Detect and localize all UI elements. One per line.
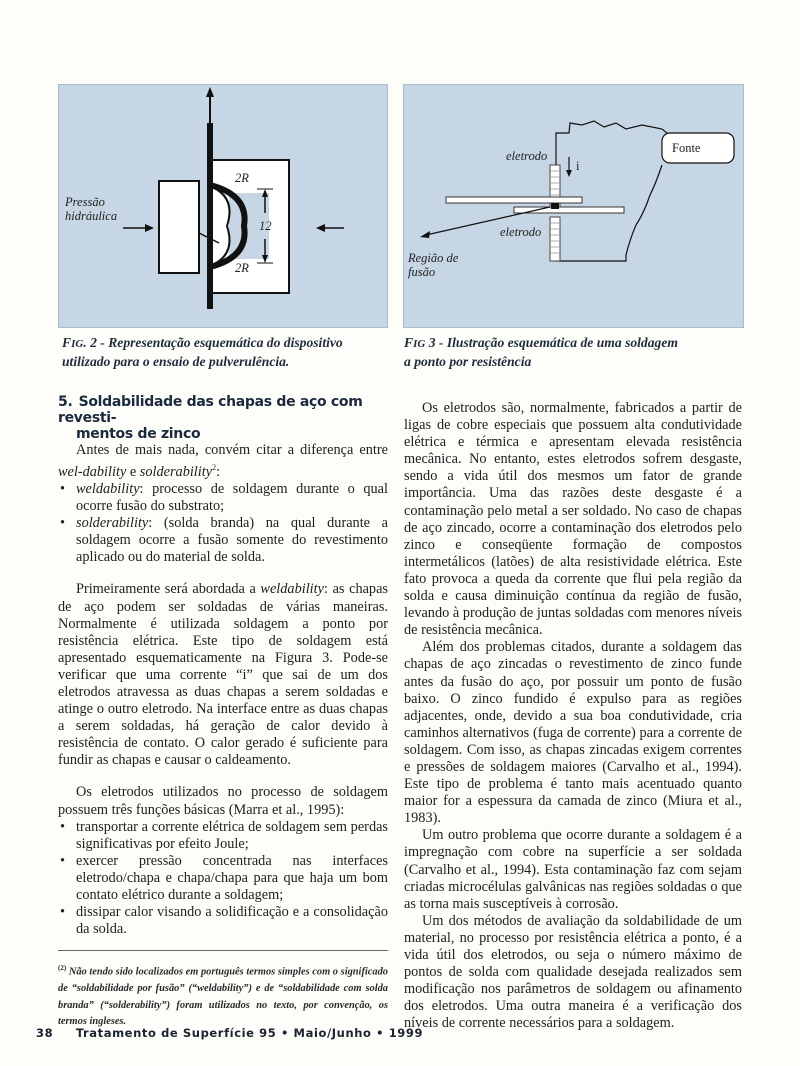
electrode-functions-list bbox=[58, 819, 388, 939]
bottom-electrode bbox=[550, 217, 560, 261]
paragraph: Além dos problemas citados, durante a soldagem das chapas de aço zincadas o revestimento de zinco funde antes da fusão do aço, por possuir um ponto de fusão baixo. O zinco fundido é expulso para as regiões adjacentes, onde, devido a sua boa condutividade, cria caminhos alternativos (fuga de corrente) para a corrente de soldagem. Com isso, as chapas zincadas exigem correntes e pressões de soldagem maiores (Carvalho et al., 1994). Este tipo de problema é tanto mais acentuado quanto maior for a espessura da camada de zinco (Miura et al., 1983). bbox=[404, 639, 742, 827]
fusion-region-label-line1: Região de bbox=[408, 251, 459, 265]
circuit-wire-top bbox=[556, 121, 672, 165]
list-item: • transportar a corrente elétrica de soldagem sem perdas significativas por efeito Joule; bbox=[58, 819, 388, 853]
page-footer bbox=[36, 1026, 423, 1040]
definition-list bbox=[58, 481, 388, 566]
power-source-label: Fonte bbox=[672, 141, 701, 155]
steel-sheet bbox=[207, 123, 213, 309]
section-title-line1: Soldabilidade das chapas de aço com revesti- bbox=[58, 394, 363, 426]
intro-paragraph: Antes de mais nada, convém citar a diferença entre wel-dability e solderability$^2$: bbox=[58, 442, 388, 480]
section-heading: 5. Soldabilidade das chapas de aço com revesti- mentos de zinco bbox=[58, 394, 388, 442]
dimension-12: 12 bbox=[259, 219, 272, 233]
right-column bbox=[404, 400, 742, 1032]
list-item: • solderability: (solda branda) na qual durante a soldagem ocorre a fusão somente do revestimento aplicado ou do material de solda. bbox=[58, 515, 388, 566]
left-block bbox=[159, 181, 199, 273]
current-label: i bbox=[576, 159, 580, 173]
paragraph: Um dos métodos de avaliação da soldabilidade de um material, no processo por resistência elétrica a ponto, é a vida útil dos eletrodos, ou seja o número máximo de pontos de solda com qualidade desejada realizados sem modificação nos parâmetros de soldagem ou afinamento dos eletrodos. Uma outra maneira é a verificação dos níveis de corrente necessários para a soldagem. bbox=[404, 912, 742, 1032]
weldability-paragraph: Primeiramente será abordada a weldability: as chapas de aço podem ser soldadas de várias maneiras. Normalmente é utilizada soldagem a ponto por resistência elétrica. Este tipo de soldagem está apresentado esquematicamente na Figura 3. Pode-se verificar que uma corrente “i” que sai de um dos eletrodos atravessa as duas chapas a serem soldadas e atinge o outro eletrodo. Na interface entre as duas chapas a serem soldadas, há geração de calor devido à resistência de contato. O calor gerado é suficiente para fundir as chapas e causar o caldeamento. bbox=[58, 581, 388, 769]
arrow-head-up bbox=[206, 87, 214, 97]
figure-2-caption: FIG. 2 - Representação esquemática do dispositivo utilizado para o ensaio de pulverulência. bbox=[62, 335, 343, 369]
fusion-nugget bbox=[551, 203, 559, 209]
list-item: • exercer pressão concentrada nas interfaces eletrodo/chapa e chapa/chapa para que haja um bom contato elétrico durante a soldagem; bbox=[58, 853, 388, 904]
figure-2-diagram bbox=[59, 85, 387, 327]
dimension-2r-bottom: 2R bbox=[235, 261, 249, 275]
section-title-line2: mentos de zinco bbox=[76, 426, 201, 442]
footnote-divider bbox=[58, 950, 388, 951]
pressure-label-line1: Pressão bbox=[65, 195, 105, 209]
electrode-functions-paragraph: Os eletrodos utilizados no processo de soldagem possuem três funções básicas (Marra et al., 1995): bbox=[58, 784, 388, 818]
electrode-bottom-label: eletrodo bbox=[500, 225, 542, 239]
figure-3-diagram bbox=[404, 85, 743, 327]
figure-3-caption: FIG 3 - Ilustração esquemática de uma soldagem a ponto por resistência bbox=[404, 335, 678, 369]
paragraph: Os eletrodos são, normalmente, fabricados a partir de ligas de cobre especiais que possuem alta condutividade elétrica e térmica e apresentam elevada resistência mecânica. No entanto, estes eletrodos sofrem desgaste, sendo a vida útil dos mesmos um fator de grande importância. Uma das razões deste desgaste é a contaminação pelo metal a ser soldado. No caso de chapas de aço zincado, ocorre a contaminação dos eletrodos pelo zinco e conseqüente formação de compostos intermetálicos (latões) de alta resistividade elétrica. Este fato provoca a queda da corrente que flui pela região da solda e causa diminuição contínua da região de fusão, levando à produção de juntas soldadas com menores níveis de resistência mecânica. bbox=[404, 400, 742, 639]
pressure-label-line2: hidráulica bbox=[65, 209, 118, 223]
upper-sheet bbox=[446, 197, 582, 203]
fusion-region-label-line2: fusão bbox=[408, 265, 436, 279]
dimension-2r-top: 2R bbox=[235, 171, 249, 185]
figure-3 bbox=[403, 84, 744, 328]
list-item: • weldability: processo de soldagem durante o qual ocorre fusão do substrato; bbox=[58, 481, 388, 515]
footnote: $^{(2)}$ Não tendo sido localizados em português termos simples com o significado de “soldabilidade por fusão” (“weldability”) e de “soldabilidade com solda branda” (“solderability”) foram utilizados no texto, por convenção, os termos ingleses. bbox=[58, 964, 388, 1028]
list-item: • dissipar calor visando a solidificação e a consolidação da solda. bbox=[58, 904, 388, 938]
paragraph: Um outro problema que ocorre durante a soldagem é a impregnação com cobre na superfície a ser soldada (Carvalho et al., 1994). Esta contaminação faz com sejam criadas microcélulas galvânicas nas regiões soldadas o que as torna mais susceptíveis à corrosão. bbox=[404, 827, 742, 912]
footer-text: Tratamento de Superfície 95 • Maio/Junho • 1999 bbox=[75, 1026, 424, 1040]
left-column bbox=[58, 394, 388, 1031]
figure-2 bbox=[58, 84, 388, 328]
electrode-top-label: eletrodo bbox=[506, 149, 548, 163]
lower-sheet bbox=[514, 207, 624, 213]
page-number: 38 bbox=[36, 1026, 54, 1040]
